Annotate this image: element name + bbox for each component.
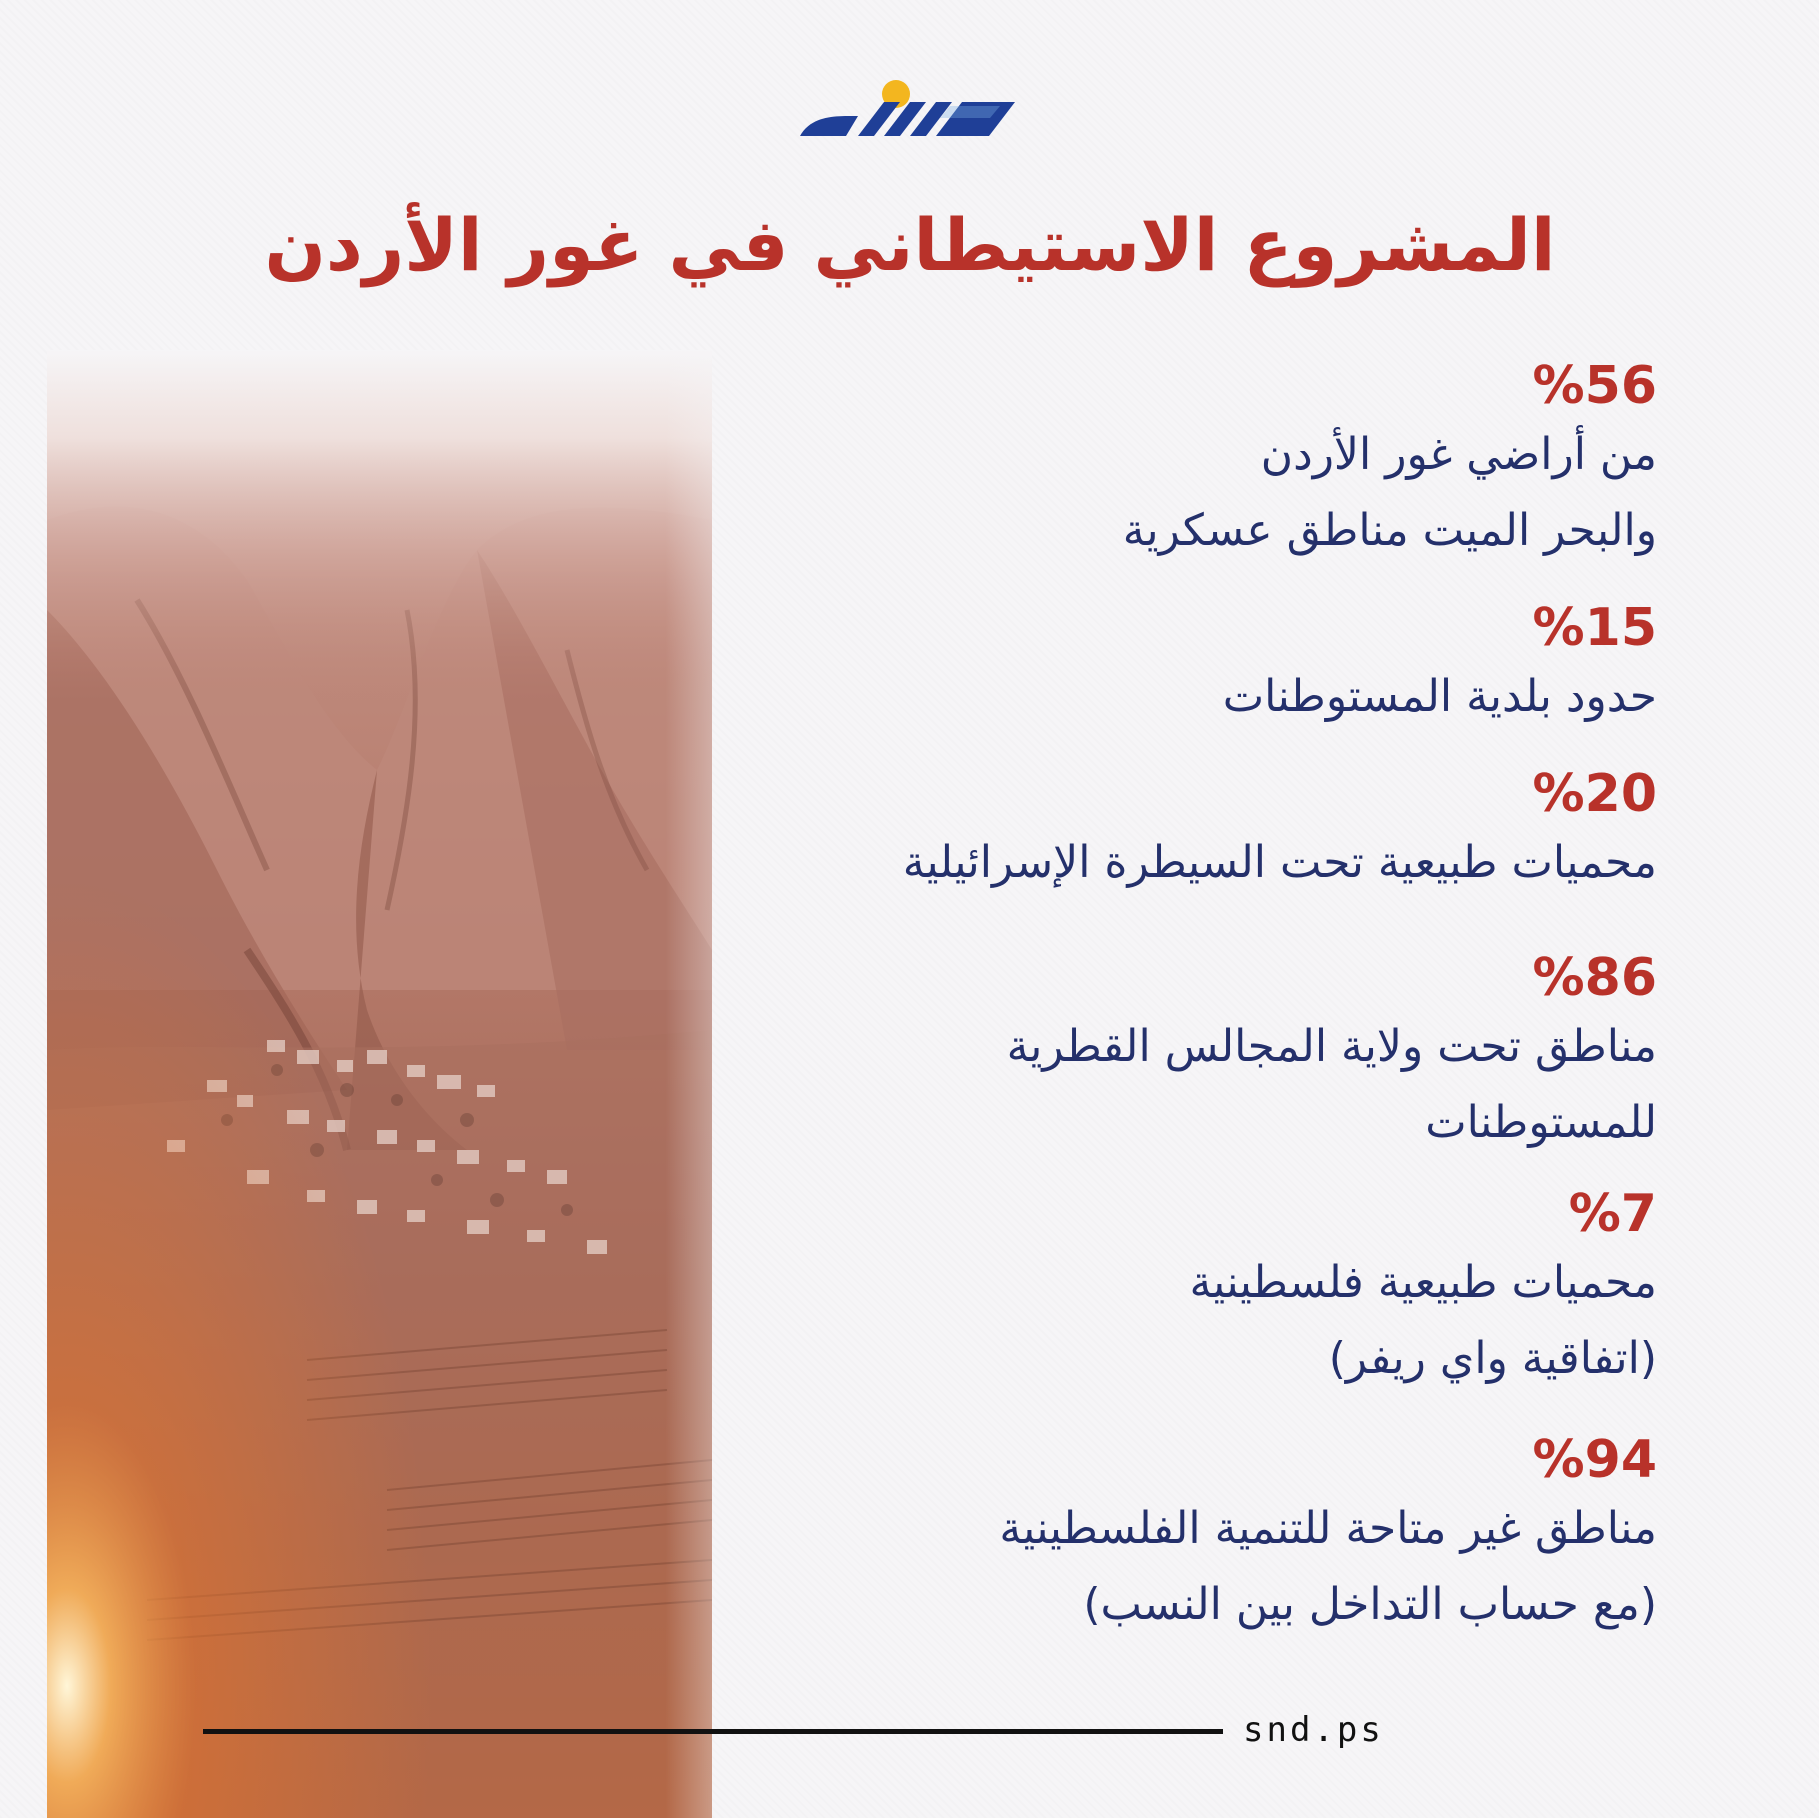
stat-item bbox=[757, 947, 1657, 1161]
page-title: المشروع الاستيطاني في غور الأردن bbox=[264, 203, 1556, 287]
snd-logo-icon bbox=[800, 78, 1015, 140]
stat-description: للمستوطنات bbox=[1425, 1097, 1657, 1148]
stat-value: %86 bbox=[1532, 948, 1657, 1008]
stat-item bbox=[757, 1429, 1657, 1643]
footer-divider bbox=[203, 1729, 1223, 1734]
stat-description: محميات طبيعية تحت السيطرة الإسرائيلية bbox=[902, 837, 1657, 888]
jordan-valley-photo bbox=[47, 350, 712, 1818]
stat-description: مناطق تحت ولاية المجالس القطرية bbox=[1006, 1021, 1657, 1072]
stat-description: والبحر الميت مناطق عسكرية bbox=[1122, 505, 1657, 556]
stat-item bbox=[757, 355, 1657, 569]
stat-value: %20 bbox=[1532, 764, 1657, 824]
stat-item bbox=[757, 763, 1657, 901]
stat-item bbox=[757, 597, 1657, 735]
stat-description: مناطق غير متاحة للتنمية الفلسطينية bbox=[999, 1503, 1657, 1554]
stat-value: %56 bbox=[1532, 356, 1657, 416]
stat-description: حدود بلدية المستوطنات bbox=[1222, 671, 1657, 722]
stats-list bbox=[757, 355, 1657, 1643]
stat-description: من أراضي غور الأردن bbox=[1260, 429, 1657, 480]
stat-description: (مع حساب التداخل بين النسب) bbox=[1083, 1579, 1657, 1630]
stat-item bbox=[757, 1183, 1657, 1397]
stat-description: محميات طبيعية فلسطينية bbox=[1189, 1257, 1657, 1308]
stat-value: %15 bbox=[1532, 598, 1657, 658]
footer-domain-link[interactable]: snd.ps bbox=[1243, 1710, 1384, 1750]
stat-value: %7 bbox=[1568, 1184, 1657, 1244]
stat-value: %94 bbox=[1532, 1430, 1657, 1490]
stat-description: (اتفاقية واي ريفر) bbox=[1328, 1333, 1657, 1384]
